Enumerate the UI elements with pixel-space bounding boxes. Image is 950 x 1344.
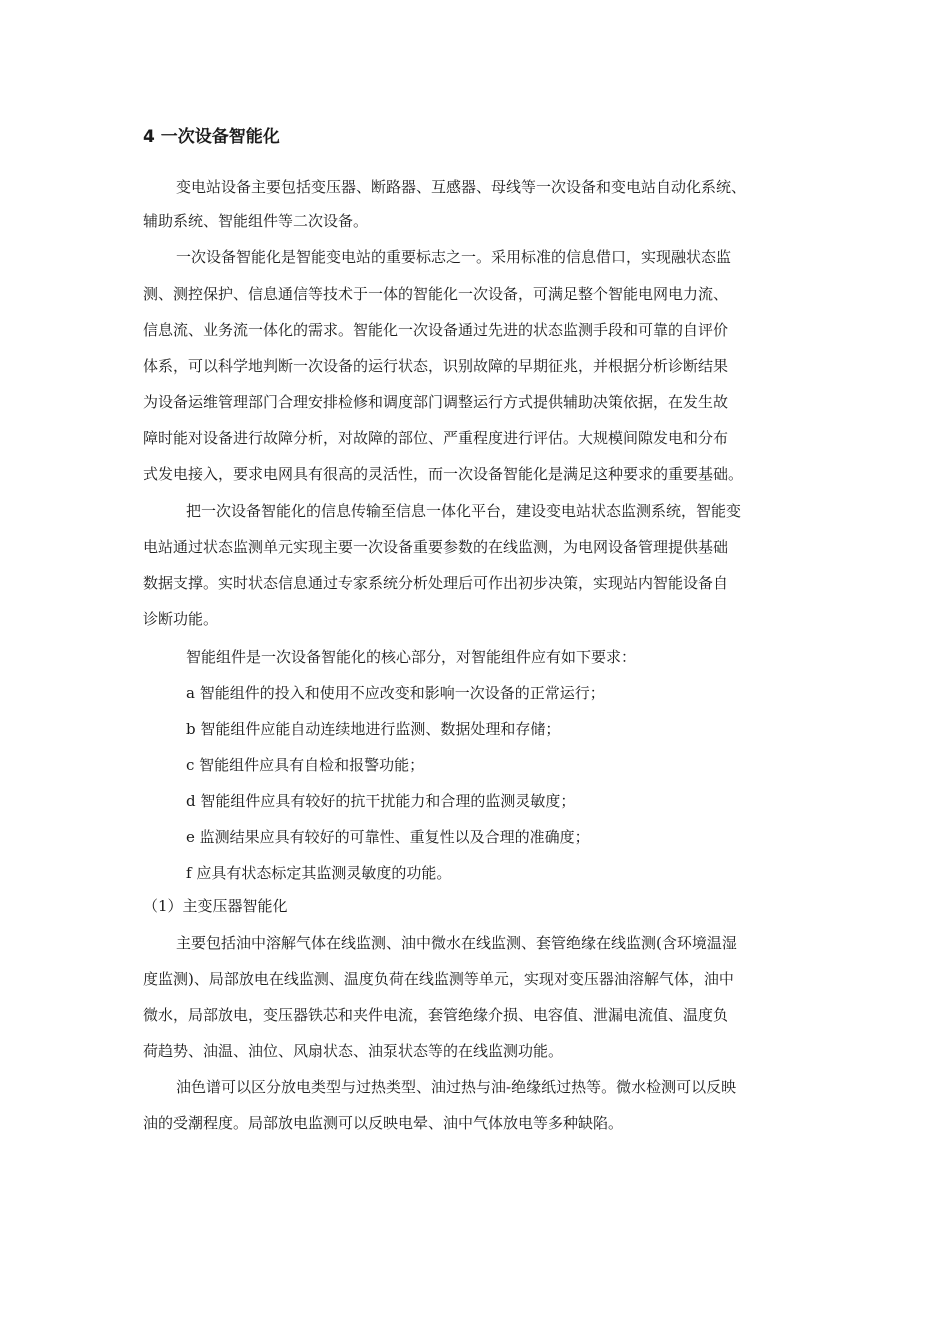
paragraph-line: 式发电接入，要求电网具有很高的灵活性，而一次设备智能化是满足这种要求的重要基础。 bbox=[143, 465, 744, 483]
paragraph-line: 微水，局部放电，变压器铁芯和夹件电流，套管绝缘介损、电容值、泄漏电流值、温度负 bbox=[143, 1006, 729, 1024]
paragraph-line: 辅助系统、智能组件等二次设备。 bbox=[143, 212, 369, 230]
paragraph-line: 测、测控保护、信息通信等技术于一体的智能化一次设备，可满足整个智能电网电力流、 bbox=[143, 285, 729, 303]
paragraph-line: 诊断功能。 bbox=[143, 610, 219, 628]
paragraph-line: 障时能对设备进行故障分析，对故障的部位、严重程度进行评估。大规模间隙发电和分布 bbox=[143, 429, 729, 447]
requirement-item: d 智能组件应具有较好的抗干扰能力和合理的监测灵敏度； bbox=[186, 792, 576, 810]
requirement-item: f 应具有状态标定其监测灵敏度的功能。 bbox=[186, 864, 452, 882]
section-heading: 4 一次设备智能化 bbox=[143, 127, 280, 147]
paragraph-line: 把一次设备智能化的信息传输至信息一体化平台，建设变电站状态监测系统，智能变 bbox=[186, 502, 742, 520]
paragraph-line: 信息流、业务流一体化的需求。智能化一次设备通过先进的状态监测手段和可靠的自评价 bbox=[143, 321, 729, 339]
paragraph-line: 智能组件是一次设备智能化的核心部分，对智能组件应有如下要求： bbox=[186, 648, 637, 666]
requirement-item: e 监测结果应具有较好的可靠性、重复性以及合理的准确度； bbox=[186, 828, 590, 846]
paragraph-line: 体系，可以科学地判断一次设备的运行状态，识别故障的早期征兆，并根据分析诊断结果 bbox=[143, 357, 729, 375]
paragraph-line: 电站通过状态监测单元实现主要一次设备重要参数的在线监测，为电网设备管理提供基础 bbox=[143, 538, 729, 556]
paragraph-line: 变电站设备主要包括变压器、断路器、互感器、母线等一次设备和变电站自动化系统、 bbox=[176, 178, 747, 196]
requirement-item: a 智能组件的投入和使用不应改变和影响一次设备的正常运行； bbox=[186, 684, 605, 702]
subsection-heading: （1）主变压器智能化 bbox=[143, 897, 288, 915]
paragraph-line: 一次设备智能化是智能变电站的重要标志之一。采用标准的信息借口，实现融状态监 bbox=[176, 248, 732, 266]
paragraph-line: 油的受潮程度。局部放电监测可以反映电晕、油中气体放电等多种缺陷。 bbox=[143, 1114, 624, 1132]
paragraph-line: 数据支撑。实时状态信息通过专家系统分析处理后可作出初步决策，实现站内智能设备自 bbox=[143, 574, 729, 592]
requirement-item: c 智能组件应具有自检和报警功能； bbox=[186, 756, 425, 774]
paragraph-line: 荷趋势、油温、油位、风扇状态、油泵状态等的在线监测功能。 bbox=[143, 1042, 564, 1060]
paragraph-line: 为设备运维管理部门合理安排检修和调度部门调整运行方式提供辅助决策依据，在发生故 bbox=[143, 393, 729, 411]
paragraph-line: 主要包括油中溶解气体在线监测、油中微水在线监测、套管绝缘在线监测(含环境温湿 bbox=[176, 934, 737, 952]
requirement-item: b 智能组件应能自动连续地进行监测、数据处理和存储； bbox=[186, 720, 561, 738]
paragraph-line: 度监测)、局部放电在线监测、温度负荷在线监测等单元，实现对变压器油溶解气体，油中 bbox=[143, 970, 734, 988]
paragraph-line: 油色谱可以区分放电类型与过热类型、油过热与油-绝缘纸过热等。微水检测可以反映 bbox=[176, 1078, 737, 1096]
